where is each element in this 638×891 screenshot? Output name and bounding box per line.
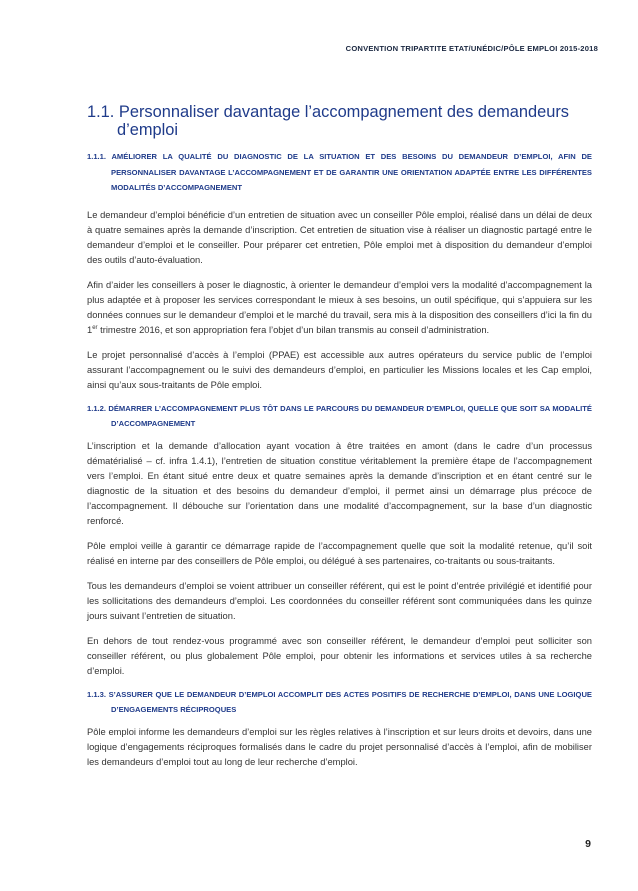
subsection-title-1-1-2: 1.1.2. DÉMARRER L’ACCOMPAGNEMENT PLUS TÔT DANS LE PARCOURS DU DEMANDEUR D’EMPLOI, QUELLE QUE SOIT SA MODALITÉ D’ACCOMPAGNEMENT xyxy=(87,403,592,428)
paragraph: L’inscription et la demande d’allocation ayant vocation à être traitées en amont (dans le cadre d’un processus dématérialisé – cf. infra 1.4.1), l’entretien de situation constitue véritablement la première étape de l’accompagnement vers l’emploi. En étant situé entre deux et quatre semaines après la demande d’inscription et en étant centré sur le diagnostic de la situation et des besoins du demandeur d’emploi, il permet ainsi un démarrage plus précoce de l’accompagnement. Il débouche sur l’orientation dans une modalité d’accompagnement, sur la base d’un diagnostic renforcé. xyxy=(87,440,592,526)
paragraph: Pôle emploi veille à garantir ce démarrage rapide de l’accompagnement quelle que soit la modalité retenue, qu’il soit réalisé en interne par des conseillers de Pôle emploi, ou délégué à ses partenaires, co-traitants ou sous-traitants. xyxy=(87,540,592,566)
superscript: er xyxy=(92,324,98,331)
paragraph: Pôle emploi informe les demandeurs d’emploi sur les règles relatives à l’inscription et sur leurs droits et devoirs, dans une logique d’engagements réciproques formalisés dans le cadre du projet personnalisé d’accès à l’emploi, afin de mobiliser les demandeurs d’emploi tout au long de leur recherche d’emploi. xyxy=(87,726,592,767)
paragraph-text: Afin d’aider les conseillers à poser le diagnostic, à orienter le demandeur d’emploi vers la modalité d’accompagnement la plus adaptée et à proposer les services correspondant le mieux à ses besoins, un outil spécifique, qui s’appuiera sur les données connues sur le demandeur d’emploi et le marché du travail, sera mis à la disposition des conseillers d’ici la fin du 1 xyxy=(87,279,592,335)
page-content xyxy=(87,103,592,770)
page-number: 9 xyxy=(585,838,591,850)
subsection-title-1-1-1: 1.1.1. AMÉLIORER LA QUALITÉ DU DIAGNOSTIC DE LA SITUATION ET DES BESOINS DU DEMANDEUR D’EMPLOI, AFIN DE PERSONNALISER DAVANTAGE L’ACCOMPAGNEMENT ET DE GARANTIR UNE ORIENTATION ADAPTÉE ENTRE LES DIFFÉRENTES MODALITÉS D’ACCOMPAGNEMENT xyxy=(87,152,592,192)
subsection-title-1-1-3: 1.1.3. S’ASSURER QUE LE DEMANDEUR D’EMPLOI ACCOMPLIT DES ACTES POSITIFS DE RECHERCHE D’EMPLOI, DANS UNE LOGIQUE D’ENGAGEMENTS RÉCIPROQUES xyxy=(87,689,592,714)
paragraph: Le demandeur d’emploi bénéficie d’un entretien de situation avec un conseiller Pôle emploi, réalisé dans un délai de deux à quatre semaines après la demande d’inscription. Cet entretien de situation vise à réaliser un diagnostic partagé entre le demandeur d’emploi et le conseiller. Pour préparer cet entretien, Pôle emploi met à disposition du demandeur d’emploi des outils d’auto-évaluation. xyxy=(87,209,592,265)
paragraph xyxy=(87,278,592,338)
section-title: 1.1. Personnaliser davantage l’accompagnement des demandeurs d’emploi xyxy=(87,103,570,139)
paragraph: Tous les demandeurs d’emploi se voient attribuer un conseiller référent, qui est le point d’entrée privilégié et identifié pour les sollicitations des demandeurs d’emploi. Les coordonnées du conseiller référent sont communiquées dans les quinze jours suivant l’entretien de situation. xyxy=(87,580,592,621)
paragraph: En dehors de tout rendez-vous programmé avec son conseiller référent, le demandeur d’emploi peut solliciter son conseiller référent, ou plus globalement Pôle emploi, pour obtenir les informations et services utiles à sa recherche d’emploi. xyxy=(87,635,592,676)
paragraph: Le projet personnalisé d’accès à l’emploi (PPAE) est accessible aux autres opérateurs du service public de l’emploi assurant l’accompagnement ou le suivi des demandeurs d’emploi, en particulier les Missions locales et les Cap emploi, ainsi qu’aux sous-traitants de Pôle emploi. xyxy=(87,349,592,390)
running-head: CONVENTION TRIPARTITE ETAT/UNÉDIC/PÔLE EMPLOI 2015-2018 xyxy=(345,44,598,53)
paragraph-text: trimestre 2016, et son appropriation fera l’objet d’un bilan transmis au conseil d’administration. xyxy=(97,324,490,335)
